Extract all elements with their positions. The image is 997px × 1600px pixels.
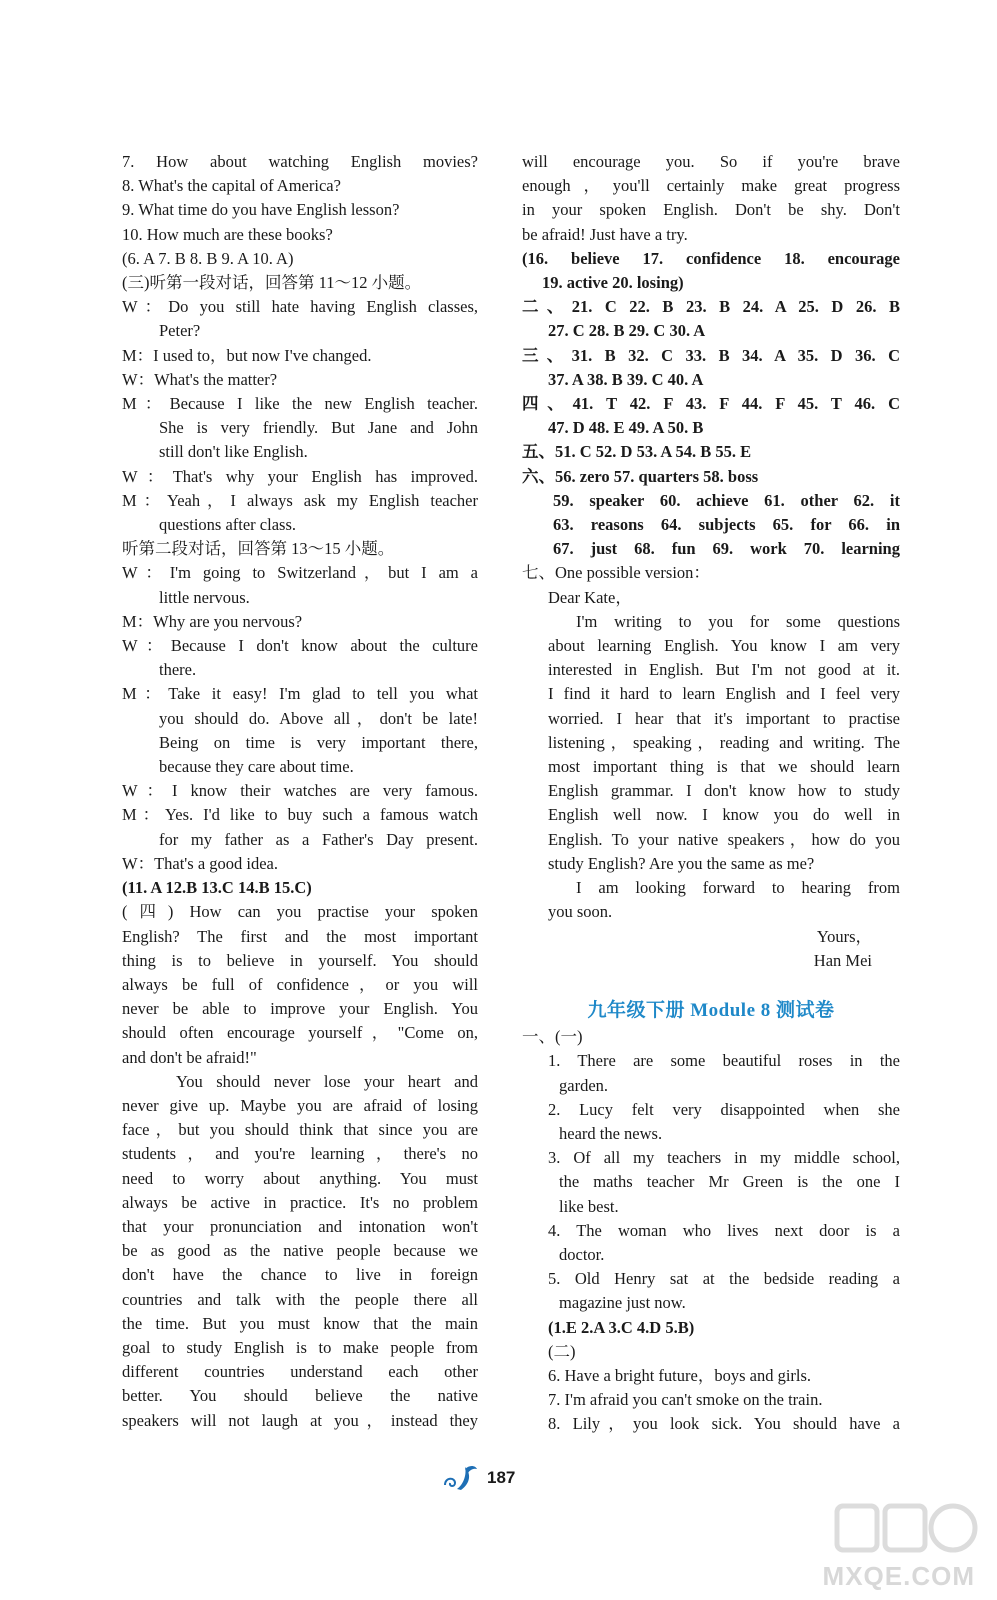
sentence-line: garden. (559, 1075, 609, 1095)
wave-bird-logo-icon (441, 1463, 481, 1498)
answer-key-line: 四、41. T 42. F 43. F 44. F 45. T 46. C (522, 394, 900, 414)
passage-line: speakers will not laugh at you，instead they (122, 1410, 478, 1430)
dialogue-line: there. (159, 660, 197, 680)
passage-line: need to worry about anything. You must (122, 1168, 478, 1188)
dialogue-line: you should do. Above all，don't be late! (159, 708, 478, 728)
passage-line: never give up. Maybe you are afraid of losing (122, 1095, 478, 1115)
passage-line: will encourage you. So if you're brave (522, 152, 900, 171)
answer-key-line: (11. A 12.B 13.C 14.B 15.C) (122, 878, 312, 898)
answer-key-line: 59. speaker 60. achieve 61. other 62. it (553, 490, 900, 510)
sentence-line: doctor. (559, 1244, 605, 1264)
letter-line: study English? Are you the same as me? (548, 853, 815, 873)
answer-key-line: 六、56. zero 57. quarters 58. boss (522, 466, 759, 486)
letter-line: English grammar. I don't know how to study (548, 781, 900, 801)
dialogue-line: M：Yes. I'd like to buy such a famous watch (122, 805, 478, 825)
sentence-line: like best. (559, 1196, 619, 1216)
sentence-line: the maths teacher Mr Green is the one I (559, 1172, 900, 1192)
passage-line: English? The first and the most important (122, 926, 478, 946)
section-heading: 听第二段对话，回答第 13～15 小题。 (122, 539, 395, 559)
page-footer (0, 1463, 997, 1503)
sentence-line: 1. There are some beautiful roses in the (548, 1051, 900, 1071)
dialogue-line: Peter? (159, 321, 201, 341)
passage-line: in your spoken English. Don't be shy. Don't (522, 200, 900, 220)
letter-closing: Yours， (816, 926, 872, 946)
dialogue-line: M：Because I like the new English teacher. (122, 394, 478, 414)
sentence-line: 8. Lily，you look sick. You should have a (548, 1414, 900, 1434)
passage-line: and don't be afraid!" (122, 1047, 257, 1067)
passage-line: don't have the chance to live in foreign (122, 1265, 478, 1285)
dialogue-line: M：Why are you nervous? (122, 611, 303, 631)
sentence-line: magazine just now. (559, 1293, 686, 1313)
passage-line: the time. But you must know that the main (122, 1313, 478, 1333)
passage-line: face，but you should think that since you are (122, 1120, 478, 1140)
sentence-line: 3. Of all my teachers in my middle school, (548, 1148, 900, 1168)
passage-line: be as good as the native people because we (122, 1241, 478, 1261)
letter-line: listening，speaking，reading and writing. The (548, 732, 900, 752)
letter-line: I am looking forward to hearing from (576, 878, 900, 898)
dialogue-line: She is very friendly. But Jane and John (159, 418, 478, 438)
section-heading: (二) (548, 1341, 576, 1361)
answer-key-line: 47. D 48. E 49. A 50. B (548, 418, 704, 438)
dialogue-line: W：What's the matter? (122, 369, 278, 389)
passage-line: You should never lose your heart and (176, 1071, 478, 1091)
letter-line: I'm writing to you for some questions (576, 611, 900, 631)
answer-key-line: 二、21. C 22. B 23. B 24. A 25. D 26. B (522, 297, 900, 317)
sentence-line: heard the news. (559, 1123, 663, 1143)
section-heading: 一、(一) (522, 1027, 583, 1047)
letter-line: English. To your native speakers，how do you (548, 829, 900, 849)
answer-key-line: 五、51. C 52. D 53. A 54. B 55. E (522, 442, 752, 462)
letter-line: interested in English. But I'm not good at it. (548, 660, 900, 680)
answer-key-line: 27. C 28. B 29. C 30. A (548, 321, 706, 341)
answer-key-line: (6. A 7. B 8. B 9. A 10. A) (122, 248, 294, 268)
sentence-line: 2. Lucy felt very disappointed when she (548, 1099, 900, 1119)
sentence-line: 4. The woman who lives next door is a (548, 1220, 900, 1240)
left-column (122, 150, 478, 1433)
letter-line: about learning English. You know I am very (548, 636, 900, 656)
text-line: 10. How much are these books? (122, 224, 333, 244)
passage-line: always be full of confidence，or you will (122, 974, 478, 994)
dialogue-line: W：Because I don't know about the culture (122, 636, 478, 656)
letter-salutation: Dear Kate， (548, 587, 632, 607)
passage-line: different countries understand each other (122, 1362, 478, 1382)
answer-key-line: (1.E 2.A 3.C 4.D 5.B) (548, 1317, 695, 1337)
answer-key-line: 三、31. B 32. C 33. B 34. A 35. D 36. C (522, 345, 900, 365)
passage-line: (四) How can you practise your spoken (122, 902, 478, 922)
passage-line: enough，you'll certainly make great progress (522, 176, 900, 196)
dialogue-line: little nervous. (159, 587, 250, 607)
sentence-line: 6. Have a bright future，boys and girls. (548, 1365, 812, 1385)
letter-line: English well now. I know you do well in (548, 805, 900, 825)
passage-line: countries and talk with the people there all (122, 1289, 478, 1309)
letter-line: I find it hard to learn English and I feel very (548, 684, 900, 704)
module-title: 九年级下册 Module 8 测试卷 (587, 999, 835, 1021)
passage-line: goal to study English is to make people from (122, 1337, 478, 1357)
answer-key-line: 37. A 38. B 39. C 40. A (548, 369, 704, 389)
dialogue-line: questions after class. (159, 515, 297, 535)
passage-line: be afraid! Just have a try. (522, 224, 688, 244)
passage-line: should often encourage yourself，"Come on, (122, 1023, 478, 1043)
dialogue-line: Being on time is very important there, (159, 732, 478, 752)
letter-signature: Han Mei (813, 950, 872, 970)
section-heading: 七、One possible version： (522, 563, 710, 583)
right-column (522, 150, 900, 1437)
answer-key-line: 19. active 20. losing) (542, 273, 684, 293)
passage-line: always be active in practice. It's no problem (122, 1192, 478, 1212)
dialogue-line: because they care about time. (159, 757, 354, 777)
answer-key-line: (16. believe 17. confidence 18. encourage (522, 248, 900, 268)
text-line: 7. How about watching English movies? (122, 152, 478, 171)
dialogue-line: for my father as a Father's Day present. (159, 829, 478, 849)
answer-key-line: 67. just 68. fun 69. work 70. learning (553, 539, 900, 559)
answer-key-line: 63. reasons 64. subjects 65. for 66. in (553, 515, 900, 535)
answer-seal-watermark (822, 1500, 979, 1592)
dialogue-line: M：Take it easy! I'm glad to tell you what (122, 684, 478, 704)
dialogue-line: W：I know their watches are very famous. (122, 781, 478, 801)
letter-line: worried. I hear that it's important to practise (548, 708, 900, 728)
dialogue-line: W：That's a good idea. (122, 853, 279, 873)
dialogue-line: W：That's why your English has improved. (122, 466, 478, 486)
text-line: 8. What's the capital of America? (122, 176, 341, 196)
passage-line: better. You should believe the native (122, 1386, 478, 1406)
letter-line: you soon. (548, 902, 613, 922)
letter-line: most important thing is that we should learn (548, 757, 900, 777)
dialogue-line: still don't like English. (159, 442, 308, 462)
passage-line: students，and you're learning，there's no (122, 1144, 478, 1164)
passage-line: that your pronunciation and intonation won't (122, 1216, 478, 1236)
section-heading: (三)听第一段对话，回答第 11～12 小题。 (122, 273, 422, 293)
passage-line: thing is to believe in yourself. You should (122, 950, 478, 970)
dialogue-line: M：I used to，but now I've changed. (122, 345, 372, 365)
text-line: 9. What time do you have English lesson? (122, 200, 400, 220)
dialogue-line: W：Do you still hate having English classes, (122, 297, 478, 317)
dialogue-line: M：Yeah，I always ask my English teacher (122, 490, 478, 510)
sentence-line: 7. I'm afraid you can't smoke on the train. (548, 1390, 823, 1410)
page-number: 187 (487, 1468, 516, 1487)
dialogue-line: W：I'm going to Switzerland，but I am a (122, 563, 478, 583)
sentence-line: 5. Old Henry sat at the bedside reading a (548, 1269, 900, 1289)
watermark-text: MXQE.COM (822, 1561, 975, 1591)
passage-line: never be able to improve your English. You (122, 999, 478, 1019)
